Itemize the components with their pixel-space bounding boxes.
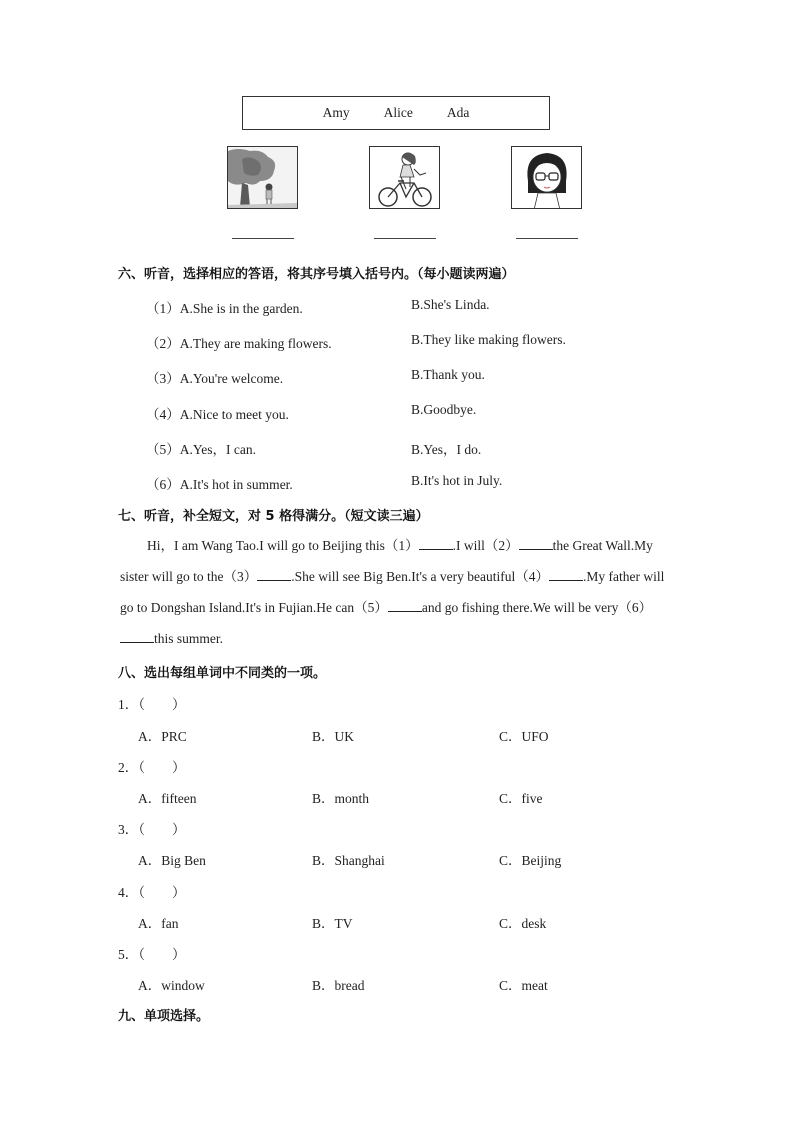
section6-title: 六、听音，选择相应的答语，将其序号填入括号内。（每小题读两遍） [118, 267, 515, 282]
blank-3[interactable] [257, 569, 291, 581]
s6-q1-option-a: （1）A.She is in the garden. [146, 301, 303, 316]
s8-q1-option-b: B．UK [312, 729, 355, 744]
s6-q5-option-b: B.Yes，I do. [411, 442, 482, 457]
s6-q4-option-b: B.Goodbye. [411, 402, 477, 417]
s8-q4-number[interactable]: 4．（ ） [118, 885, 186, 900]
s8-q5-option-b: B．bread [312, 978, 365, 993]
s8-q2-option-a: A．fifteen [138, 791, 197, 806]
s6-q5-option-a: （5）A.Yes，I can. [146, 442, 256, 457]
girl-on-bike-picture [369, 146, 440, 209]
s8-q2-number[interactable]: 2．（ ） [118, 760, 186, 775]
answer-line-2[interactable] [374, 238, 436, 239]
girl-glasses-icon [512, 147, 582, 209]
section7-title: 七、听音，补全短文，对 5 格得满分。（短文读三遍） [118, 509, 429, 524]
s8-q5-option-c: C．meat [499, 978, 548, 993]
name-ada: Ada [446, 105, 470, 120]
blank-2[interactable] [519, 538, 553, 550]
s8-q5-option-a: A．window [138, 978, 205, 993]
s8-q4-option-c: C．desk [499, 916, 547, 931]
s8-q1-number[interactable]: 1．（ ） [118, 697, 186, 712]
s6-q1-option-b: B.She's Linda. [411, 297, 490, 312]
section9-title: 九、单项选择。 [118, 1009, 210, 1024]
passage-part-1: Hi，I am Wang Tao.I will go to Beijing this（1） [147, 538, 419, 553]
s8-q4-option-b: B．TV [312, 916, 353, 931]
s8-q2-option-b: B．month [312, 791, 370, 806]
blank-5[interactable] [388, 600, 422, 612]
s8-q1-option-c: C．UFO [499, 729, 549, 744]
s6-q3-option-a: （3）A.You're welcome. [146, 371, 284, 386]
girl-with-glasses-picture [511, 146, 582, 209]
name-alice: Alice [383, 105, 413, 120]
passage-part-5: .My father will go to Dongshan Island.It's in Fujian.He can（5） [120, 569, 665, 615]
s6-q6-option-a: （6）A.It's hot in summer. [146, 477, 293, 492]
s8-q5-number[interactable]: 5．（ ） [118, 947, 186, 962]
s8-q3-option-b: B．Shanghai [312, 853, 385, 868]
passage-part-3: the Great Wall.My sister will go to the（3） [120, 538, 653, 584]
section8-title: 八、选出每组单词中不同类的一项。 [118, 666, 327, 681]
s6-q6-option-b: B.It's hot in July. [411, 473, 503, 488]
tree-icon [228, 147, 298, 209]
s6-q2-option-b: B.They like making flowers. [411, 332, 566, 347]
passage-part-6: and go fishing there.We will be very（6） [421, 600, 653, 615]
blank-1[interactable] [419, 538, 453, 550]
tree-girl-picture [227, 146, 298, 209]
s8-q1-option-a: A．PRC [138, 729, 187, 744]
s6-q2-option-a: （2）A.They are making flowers. [146, 336, 332, 351]
answer-line-1[interactable] [232, 238, 294, 239]
s8-q3-number[interactable]: 3．（ ） [118, 822, 186, 837]
blank-6[interactable] [120, 631, 154, 643]
section7-passage [120, 530, 680, 654]
s6-q3-option-b: B.Thank you. [411, 367, 485, 382]
name-box [242, 96, 550, 130]
passage-part-2: .I will（2） [452, 538, 519, 553]
s8-q4-option-a: A．fan [138, 916, 179, 931]
answer-line-3[interactable] [516, 238, 578, 239]
s6-q4-option-a: （4）A.Nice to meet you. [146, 407, 289, 422]
s8-q3-option-c: C．Beijing [499, 853, 562, 868]
s8-q2-option-c: C．five [499, 791, 543, 806]
bicycle-icon [370, 147, 440, 209]
passage-part-4: .She will see Big Ben.It's a very beautiful（4） [291, 569, 550, 584]
name-amy: Amy [322, 105, 350, 120]
blank-4[interactable] [549, 569, 583, 581]
passage-part-7: this summer. [154, 631, 224, 646]
s8-q3-option-a: A．Big Ben [138, 853, 206, 868]
